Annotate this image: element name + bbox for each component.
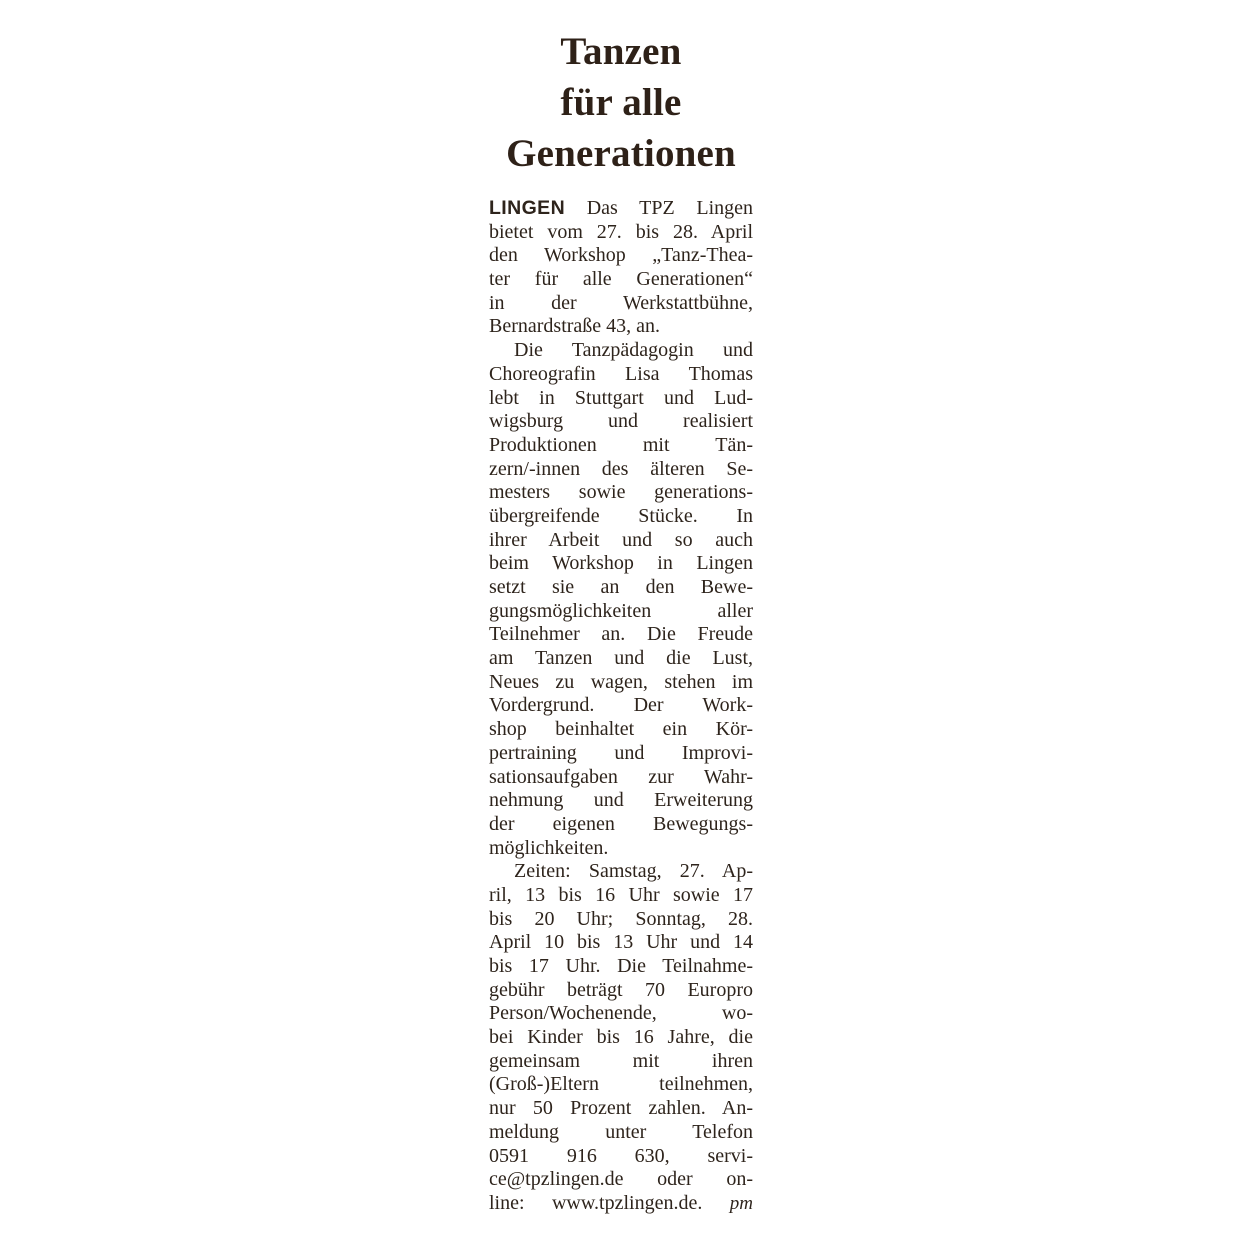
article-line: sationsaufgaben zur Wahr- [489,765,753,788]
article-line: line: www.tpzlingen.de. pm [489,1191,753,1214]
article-line: pertraining und Improvi- [489,741,753,764]
article-line: nur 50 Prozent zahlen. An- [489,1097,753,1120]
article-line: lebt in Stuttgart und Lud- [489,386,753,409]
article-paragraph [489,860,753,1215]
article-line: Neues zu wagen, stehen im [489,670,753,693]
article-line: setzt sie an den Bewe- [489,576,753,598]
headline-line: Tanzen [560,30,682,73]
article-line: am Tanzen und die Lust, [489,647,753,670]
article-line: ce@tpzlingen.de oder on- [489,1168,753,1191]
article-line: shop beinhaltet ein Kör- [489,718,753,741]
headline-line: für alle [560,81,682,124]
location-tag: LINGEN [489,197,566,219]
article-line: Zeiten: Samstag, 27. Ap- [514,860,753,883]
article-headline [489,26,753,179]
article-line: ril, 13 bis 16 Uhr sowie 17 [489,883,753,906]
article-line: bietet vom 27. bis 28. April [489,220,753,243]
article-line: ihrer Arbeit und so auch [489,528,753,551]
article-line: gebühr beträgt 70 Europro [489,978,753,1001]
article-line: mesters sowie generations- [489,481,753,504]
article-paragraph [489,197,753,339]
article-line: bis 20 Uhr; Sonntag, 28. [489,907,753,930]
article-line: in der Werkstattbühne, [489,291,753,314]
article-line: LINGEN Das TPZ Lingen [489,197,753,219]
article-line: gungsmöglichkeiten aller [489,599,753,622]
article-line: Produktionen mit Tän- [489,433,753,456]
article-body [489,197,753,1216]
article-line: beim Workshop in Lingen [489,552,753,575]
article-line: möglichkeiten. [489,836,609,859]
article-line: nehmung und Erweiterung [489,789,753,812]
article-line: (Groß-)Eltern teilnehmen, [489,1073,753,1096]
article-line: April 10 bis 13 Uhr und 14 [489,931,753,954]
article-line: gemeinsam mit ihren [489,1049,753,1072]
author-initials: pm [729,1192,753,1214]
article-line: Teilnehmer an. Die Freude [489,623,753,646]
article-line: Person/Wochenende, wo- [489,1002,753,1025]
article-line: Choreografin Lisa Thomas [489,362,753,385]
article-line: Vordergrund. Der Work- [489,694,753,717]
article-line: übergreifende Stücke. In [489,504,753,527]
article-line: ter für alle Generationen“ [489,268,753,291]
headline-line: Generationen [506,132,736,175]
article-line: Die Tanzpädagogin und [514,339,753,362]
newspaper-article [489,26,753,1216]
article-line: der eigenen Bewegungs- [489,812,753,835]
article-line: Bernardstraße 43, an. [489,315,661,338]
article-line: bei Kinder bis 16 Jahre, die [489,1026,753,1049]
article-line: bis 17 Uhr. Die Teilnahme- [489,955,753,977]
article-line: wigsburg und realisiert [489,410,753,433]
article-line: den Workshop „Tanz-Thea- [489,244,753,267]
article-line: meldung unter Telefon [489,1120,753,1143]
article-paragraph [489,339,753,860]
article-line: zern/-innen des älteren Se- [489,457,753,480]
article-line: 0591 916 630, servi- [489,1144,753,1167]
